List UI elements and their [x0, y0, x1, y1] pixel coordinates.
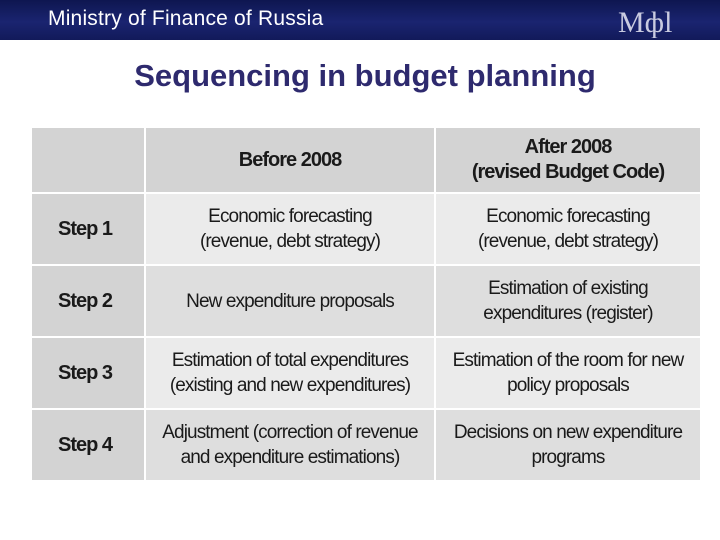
table-row-step-label: Step 3 — [32, 338, 144, 408]
cell-text-line: Estimation of total expenditures — [171, 350, 409, 371]
comparison-table — [32, 128, 700, 478]
table-cell-before — [146, 194, 434, 264]
table-cell-after — [436, 338, 700, 408]
cell-text-line: Estimation of existing — [488, 278, 648, 299]
cell-text-line: After 2008 — [524, 136, 612, 158]
cell-text-line: expenditures (register) — [483, 303, 653, 324]
cell-text-line: Estimation of the room for new — [452, 350, 684, 371]
table-row-step-label: Step 2 — [32, 266, 144, 336]
table-cell-before — [146, 410, 434, 480]
header-bar — [0, 0, 720, 40]
cell-text-line: New expenditure proposals — [186, 290, 394, 312]
table-row-step-label: Step 4 — [32, 410, 144, 480]
table-header-before — [146, 128, 434, 192]
table-row-step-label: Step 1 — [32, 194, 144, 264]
ministry-logo — [616, 2, 696, 38]
cell-text-line: Economic forecasting — [208, 206, 372, 227]
table-header-corner — [32, 128, 144, 192]
cell-text-line: Decisions on new expenditure — [453, 422, 683, 443]
cell-text-line: (revised Budget Code) — [471, 161, 665, 183]
cell-text-line: Adjustment (correction of revenue — [162, 422, 418, 443]
cell-text-line: (revenue, debt strategy) — [199, 231, 381, 252]
slide-title: Sequencing in budget planning — [134, 58, 596, 93]
cell-text-line: (revenue, debt strategy) — [477, 231, 659, 252]
table-cell-before — [146, 266, 434, 336]
cell-text-line: programs — [531, 447, 605, 468]
table-cell-after — [436, 194, 700, 264]
table-cell-after — [436, 266, 700, 336]
table-cell-after — [436, 410, 700, 480]
header-title: Ministry of Finance of Russia — [48, 7, 324, 30]
cell-text-line: Economic forecasting — [486, 206, 650, 227]
cell-text-line: policy proposals — [507, 375, 629, 396]
cell-text-line: and expenditure estimations) — [180, 447, 400, 468]
table-cell-before — [146, 338, 434, 408]
svg-text:Mфl: Mфl — [618, 6, 673, 38]
cell-text-line: (existing and new expenditures) — [169, 375, 411, 396]
table-header-after — [436, 128, 700, 192]
cell-text-line: Before 2008 — [238, 148, 342, 171]
